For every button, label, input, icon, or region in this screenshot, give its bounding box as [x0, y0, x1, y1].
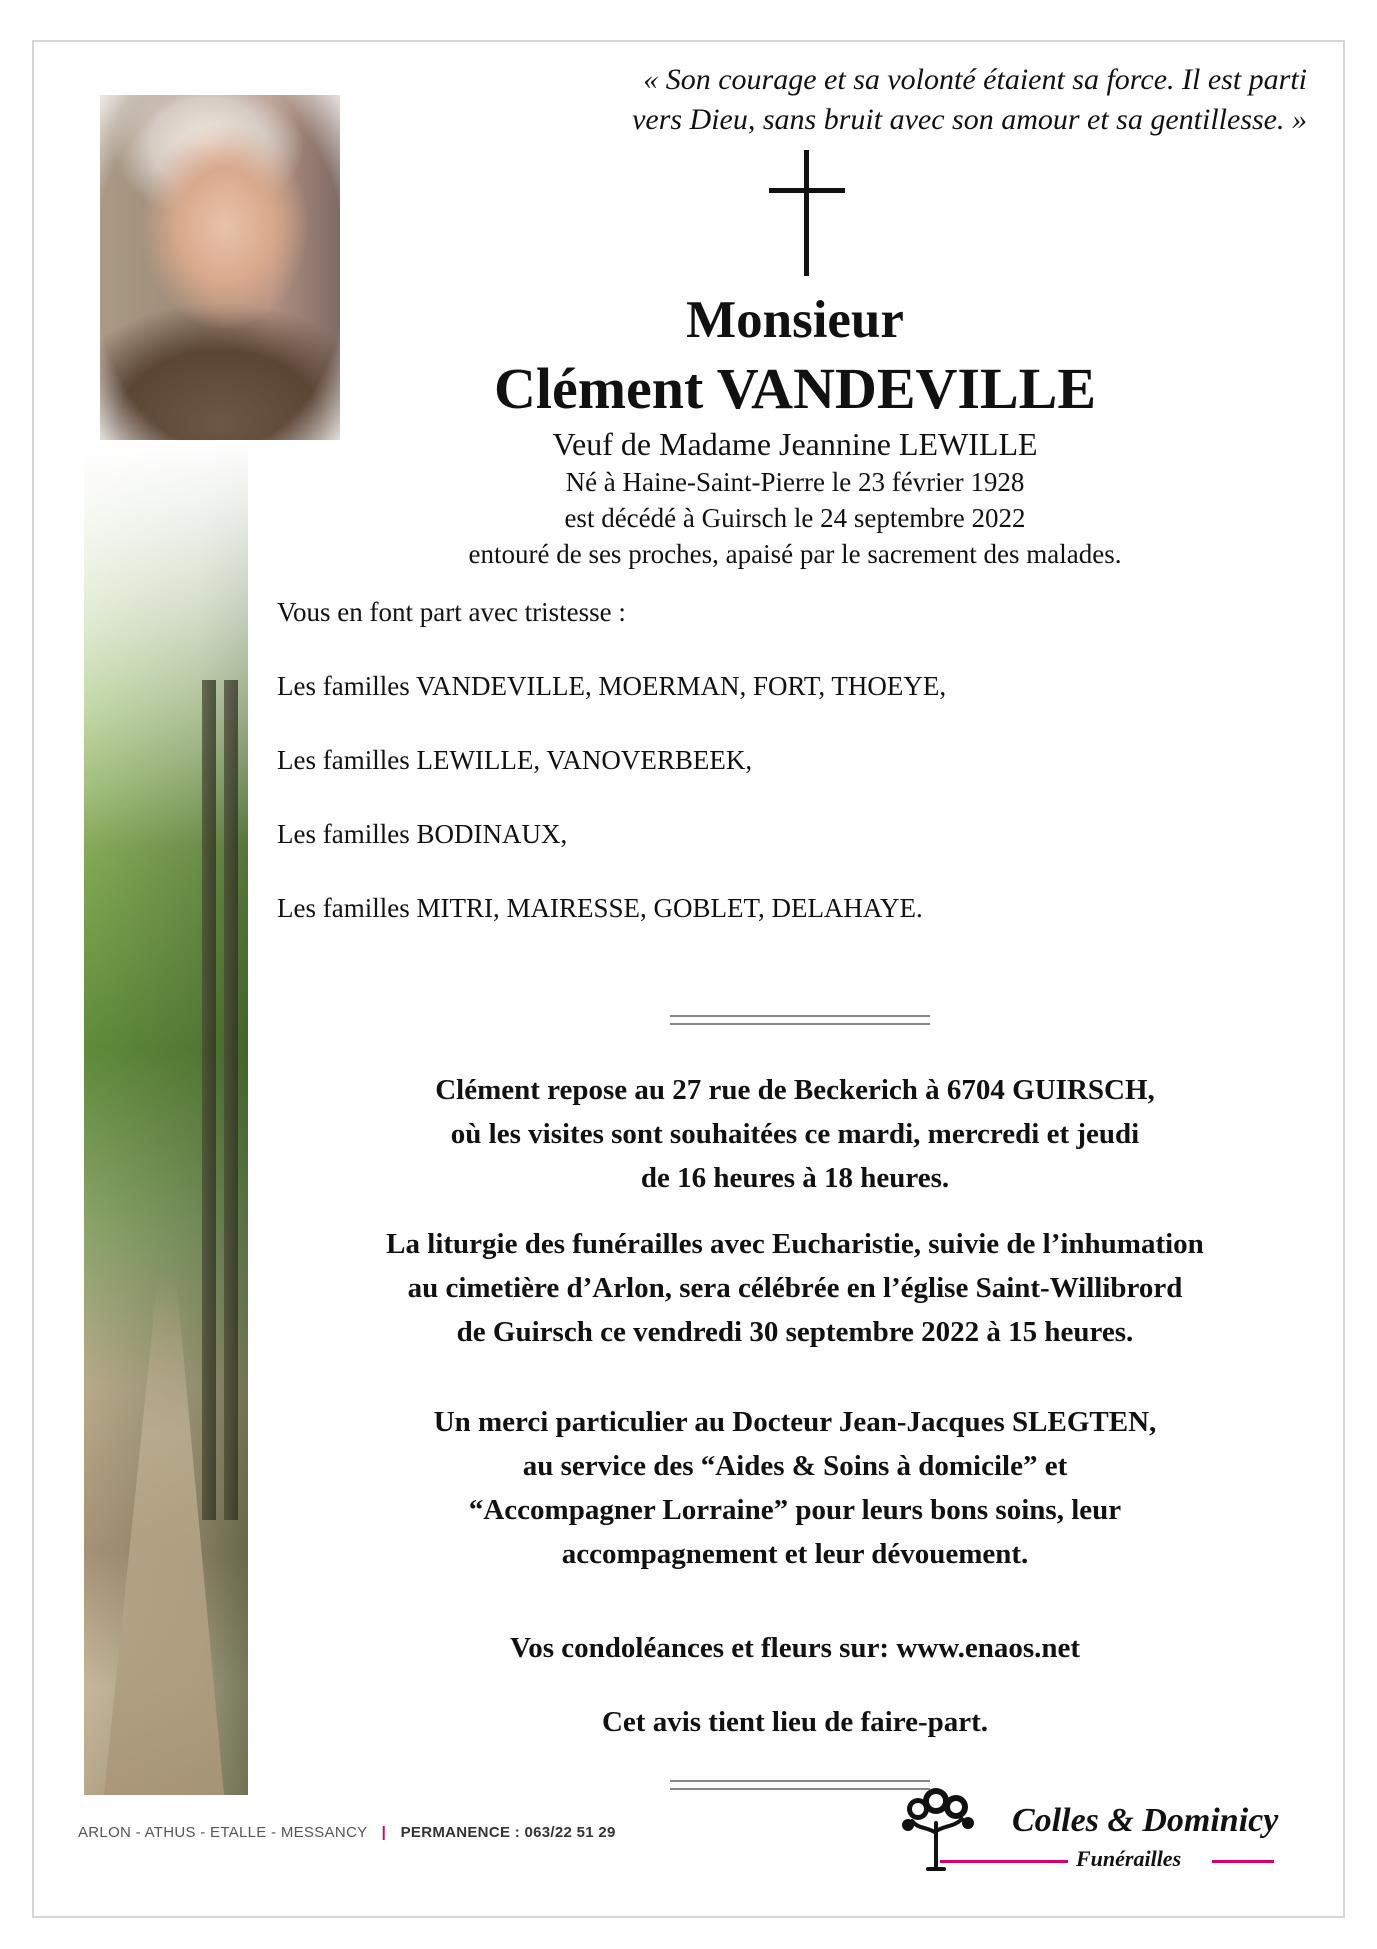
honorific: Monsieur	[686, 291, 904, 349]
liturgy-line: au cimetière d’Arlon, sera célébrée en l’église Saint-Willibrord	[407, 1272, 1183, 1304]
liturgy-line: de Guirsch ce vendredi 30 septembre 2022 à 15 heures.	[456, 1316, 1134, 1348]
death-line: est décédé à Guirsch le 24 septembre 2022	[564, 503, 1026, 533]
thanks-line: accompagnement et leur dévouement.	[561, 1538, 1029, 1570]
rest-line: de 16 heures à 18 heures.	[640, 1162, 950, 1194]
family-line: Les familles VANDEVILLE, MOERMAN, FORT, THOEYE,	[277, 671, 947, 701]
birth-line: Né à Haine-Saint-Pierre le 23 février 1928	[565, 467, 1025, 497]
family-line: Les familles BODINAUX,	[277, 819, 568, 849]
tree-trunk	[202, 680, 216, 1520]
liturgy-paragraph	[290, 1222, 1300, 1354]
rest-line: Clément repose au 27 rue de Beckerich à 6704 GUIRSCH,	[435, 1074, 1155, 1106]
logo-accent-line	[940, 1860, 1068, 1863]
epitaph-quote	[507, 60, 1307, 140]
family-line: Les familles LEWILLE, VANOVERBEEK,	[277, 745, 753, 775]
footer-locations: ARLON - ATHUS - ETALLE - MESSANCY	[78, 1824, 368, 1841]
liturgy-line: La liturgie des funérailles avec Eucharistie, suivie de l’inhumation	[386, 1228, 1204, 1260]
deceased-name: Clément VANDEVILLE	[493, 356, 1097, 421]
section-divider	[670, 1015, 930, 1025]
footer-contact	[78, 1824, 616, 1841]
cross-icon-bar	[769, 188, 845, 193]
rest-paragraph	[290, 1068, 1300, 1200]
spouse-line: Veuf de Madame Jeannine LEWILLE	[552, 426, 1038, 462]
condolences-line: Vos condoléances et fleurs sur: www.enaos.net	[509, 1632, 1081, 1664]
footer-permanence: PERMANENCE : 063/22 51 29	[400, 1824, 616, 1841]
announcement-intro: Vous en font part avec tristesse :	[277, 597, 626, 627]
tree-trunk	[224, 680, 238, 1520]
logo-subtitle: Funérailles	[1076, 1846, 1182, 1871]
thanks-paragraph	[290, 1400, 1300, 1576]
family-line: Les familles MITRI, MAIRESSE, GOBLET, DELAHAYE.	[277, 893, 923, 923]
circumstances-line: entouré de ses proches, apaisé par le sacrement des malades.	[468, 539, 1122, 569]
quote-line: vers Dieu, sans bruit avec son amour et sa gentillesse. »	[632, 103, 1307, 136]
footer-separator: |	[381, 1824, 387, 1841]
rest-line: où les visites sont souhaitées ce mardi, mercredi et jeudi	[450, 1118, 1140, 1150]
forest-path-image	[84, 440, 248, 1795]
cross-icon	[804, 150, 809, 276]
thanks-line: “Accompagner Lorraine” pour leurs bons soins, leur	[468, 1494, 1122, 1526]
thanks-line: au service des “Aides & Soins à domicile” et	[522, 1450, 1068, 1482]
logo-accent-line	[1212, 1860, 1274, 1863]
notice-line: Cet avis tient lieu de faire-part.	[601, 1706, 989, 1738]
logo-title: Colles & Dominicy	[1012, 1802, 1279, 1839]
thanks-line: Un merci particulier au Docteur Jean-Jacques SLEGTEN,	[433, 1406, 1157, 1438]
quote-line: « Son courage et sa volonté étaient sa force. Il est parti	[643, 63, 1307, 96]
